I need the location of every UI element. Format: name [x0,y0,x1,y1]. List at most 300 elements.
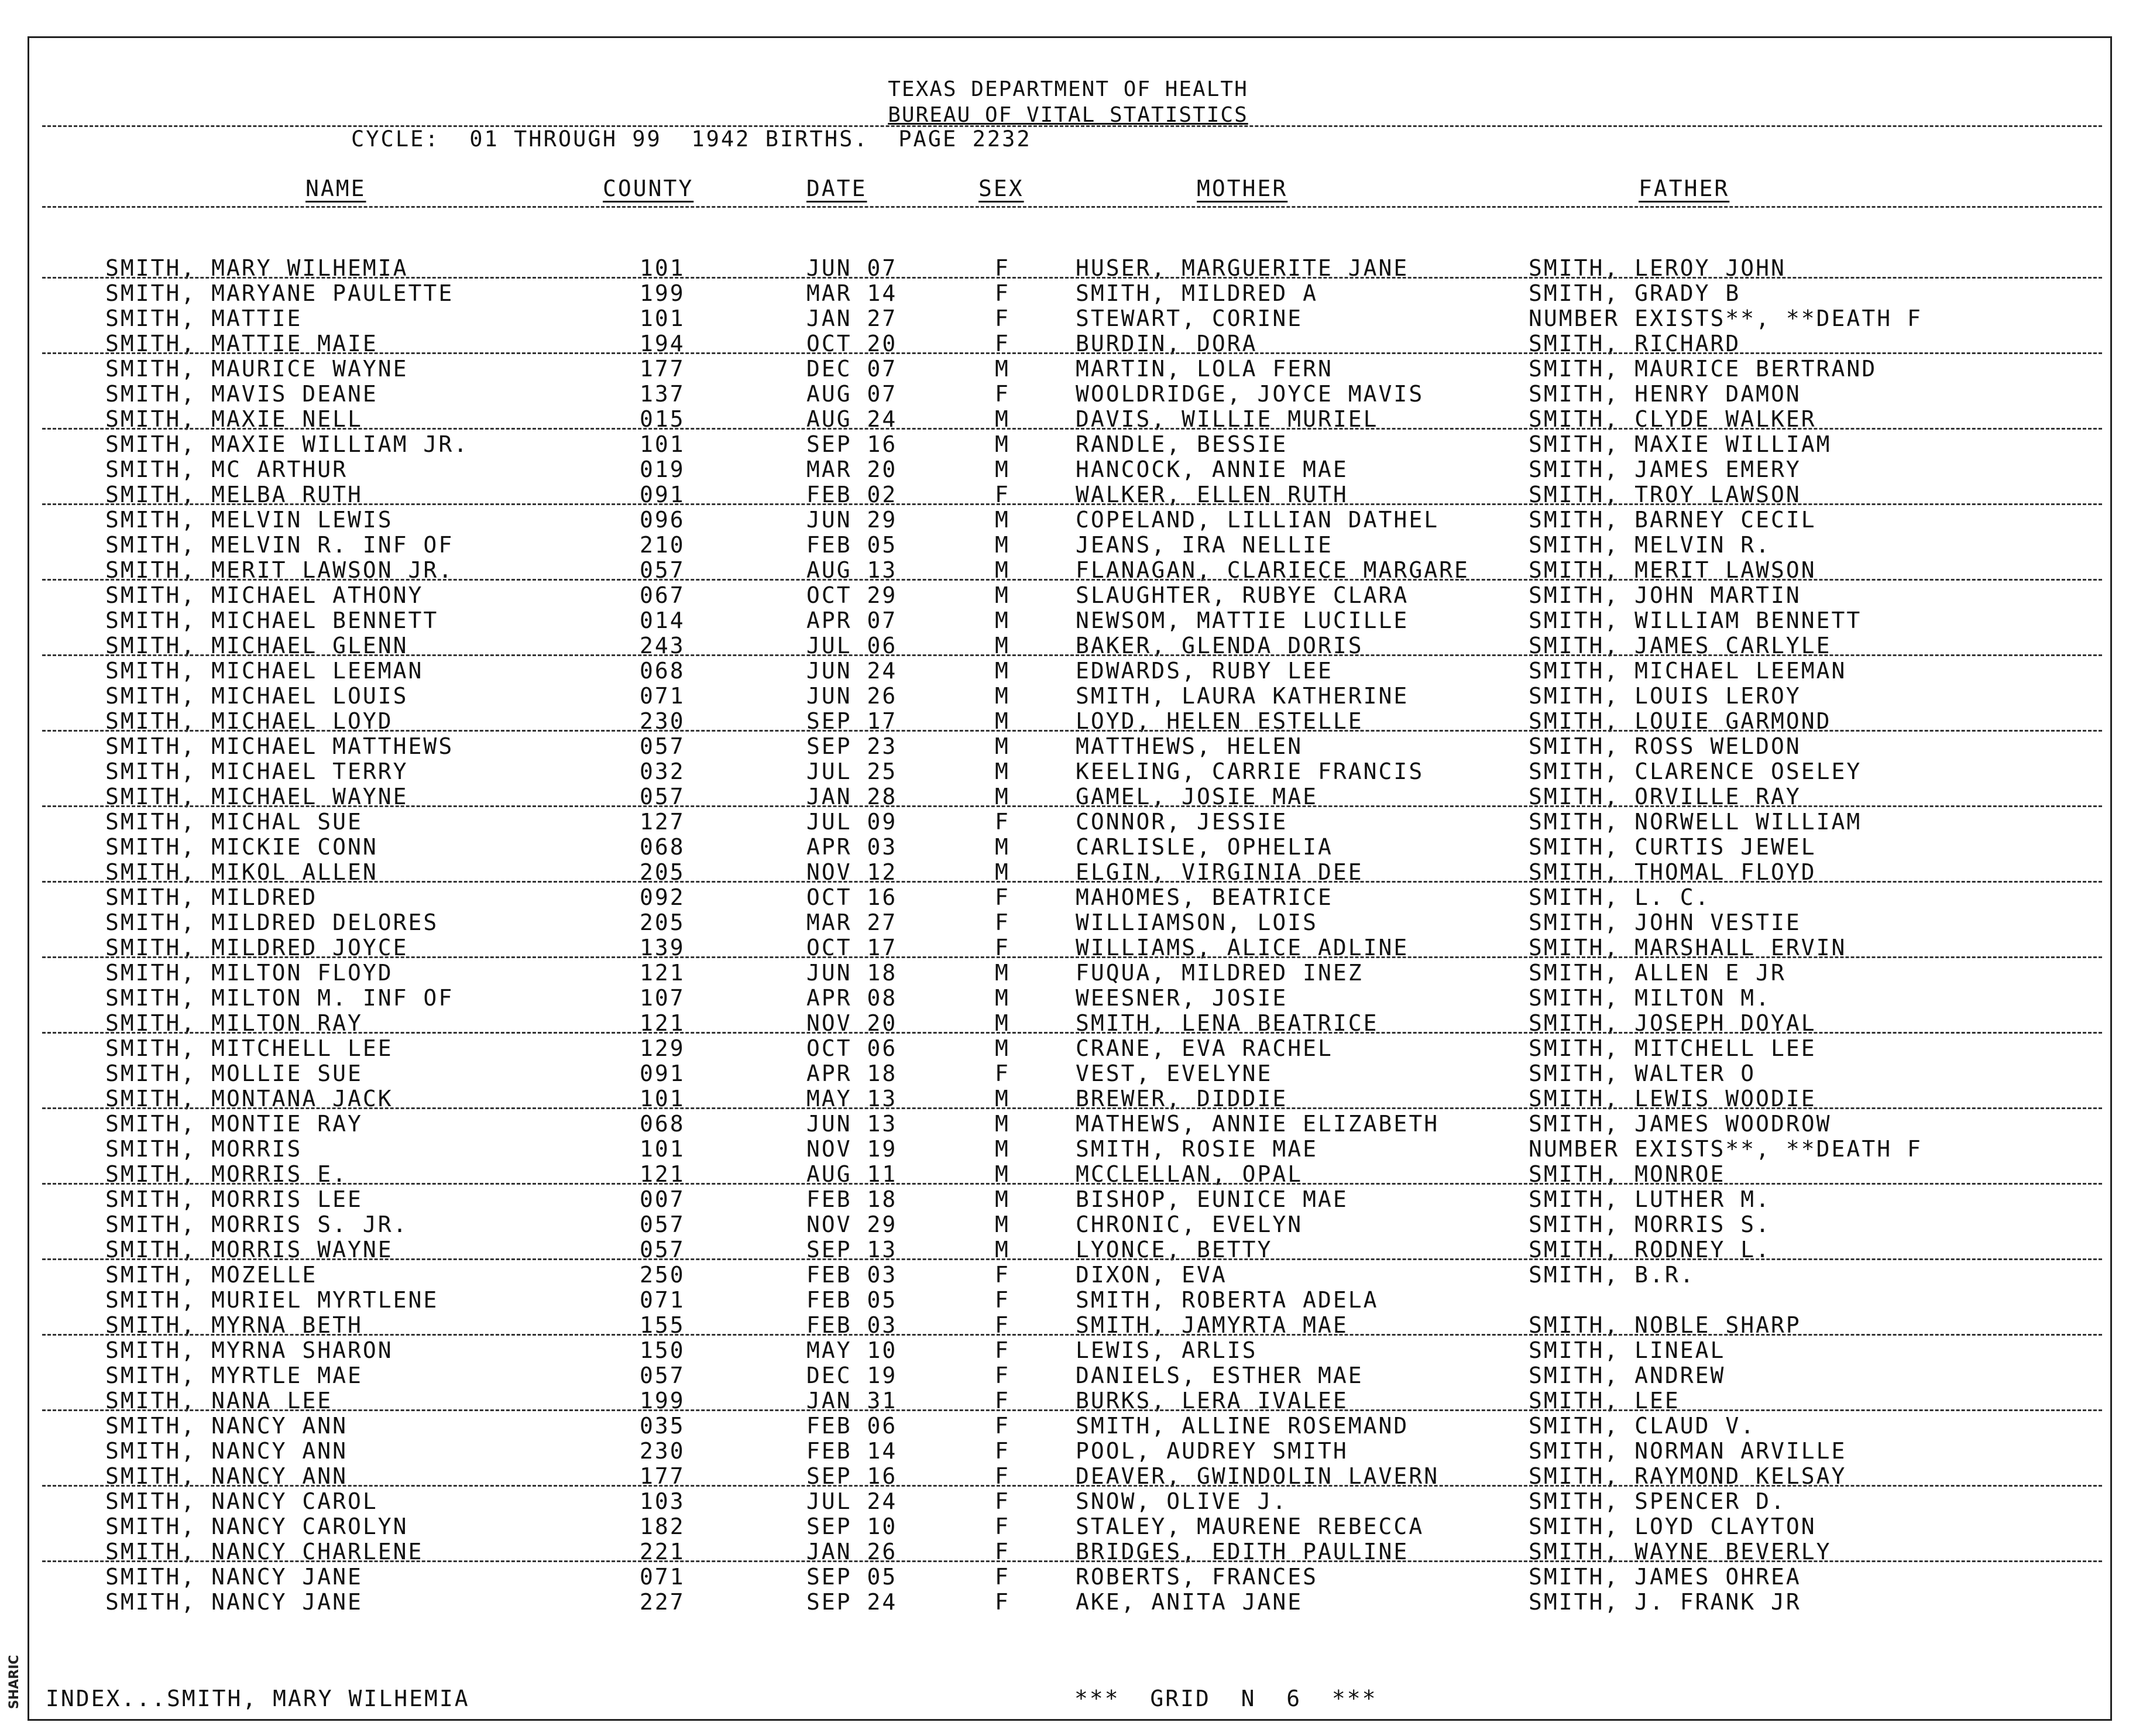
cell-county: 205 [640,910,685,935]
cell-father: SMITH, LOUIS LEROY [1529,683,1801,709]
cell-date: SEP 05 [806,1564,898,1590]
cell-father: SMITH, SPENCER D. [1529,1488,1786,1514]
cell-sex: F [995,1262,1010,1288]
cell-name: SMITH, MAVIS DEANE [105,381,378,407]
cell-name: SMITH, MICHAEL LOYD [105,708,393,734]
table-row [0,960,2136,986]
cell-name: SMITH, MICHAEL LOUIS [105,683,408,709]
cell-sex: F [995,1488,1010,1514]
cell-sex: M [995,784,1010,809]
cell-sex: F [995,1312,1010,1338]
cell-father: SMITH, L. C. [1529,884,1711,910]
cell-mother: VEST, EVELYNE [1076,1061,1273,1086]
cell-county: 068 [640,658,685,684]
cell-father: SMITH, ANDREW [1529,1363,1726,1388]
cell-father: SMITH, LOUIE GARMOND [1529,708,1832,734]
cell-mother: EDWARDS, RUBY LEE [1076,658,1333,684]
table-row [0,583,2136,608]
cell-date: FEB 14 [806,1438,898,1464]
cell-mother: FLANAGAN, CLARIECE MARGARE [1076,557,1469,583]
cell-father: SMITH, MELVIN R. [1529,532,1771,558]
cell-date: JUN 24 [806,658,898,684]
col-header-sex: SEX [978,176,1024,201]
cell-sex: M [995,1035,1010,1061]
cell-sex: M [995,633,1010,658]
cell-county: 182 [640,1514,685,1539]
cell-name: SMITH, MITCHELL LEE [105,1035,393,1061]
cell-county: 035 [640,1413,685,1439]
cell-date: JUL 09 [806,809,898,835]
row-group-divider [42,881,2102,883]
cell-county: 127 [640,809,685,835]
cell-father: SMITH, MILTON M. [1529,985,1771,1011]
cell-county: 101 [640,306,685,331]
cell-sex: F [995,910,1010,935]
cell-county: 227 [640,1589,685,1615]
cell-sex: M [995,1010,1010,1036]
row-group-divider [42,1032,2102,1034]
cell-county: 057 [640,557,685,583]
cell-name: SMITH, NANCY JANE [105,1589,363,1615]
cell-county: 019 [640,457,685,482]
header-subtitle: BUREAU OF VITAL STATISTICS [888,103,1248,127]
cell-name: SMITH, MELBA RUTH [105,482,363,507]
cell-mother: CHRONIC, EVELYN [1076,1212,1303,1237]
cell-sex: F [995,1287,1010,1313]
cell-sex: M [995,557,1010,583]
cell-date: AUG 24 [806,406,898,432]
cell-father: NUMBER EXISTS**, **DEATH F [1529,1136,1922,1162]
cell-county: 121 [640,1010,685,1036]
cell-date: JUL 06 [806,633,898,658]
cell-father: SMITH, LOYD CLAYTON [1529,1514,1816,1539]
cell-sex: M [995,708,1010,734]
cell-date: APR 07 [806,608,898,633]
cell-name: SMITH, MICHAL SUE [105,809,363,835]
cell-mother: KEELING, CARRIE FRANCIS [1076,759,1424,784]
cell-sex: M [995,1237,1010,1262]
cell-sex: M [995,532,1010,558]
cell-name: SMITH, MONTANA JACK [105,1086,393,1111]
cell-date: NOV 20 [806,1010,898,1036]
cell-mother: CARLISLE, OPHELIA [1076,834,1333,860]
cell-father: SMITH, TROY LAWSON [1529,482,1801,507]
cell-county: 199 [640,280,685,306]
cell-county: 068 [640,1111,685,1137]
cell-county: 121 [640,1161,685,1187]
cell-mother: HUSER, MARGUERITE JANE [1076,255,1409,281]
cell-father: SMITH, MONROE [1529,1161,1726,1187]
cell-name: SMITH, MILTON M. INF OF [105,985,454,1011]
cell-mother: SMITH, LAURA KATHERINE [1076,683,1409,709]
cell-county: 230 [640,1438,685,1464]
cell-name: SMITH, MICHAEL BENNETT [105,608,439,633]
table-row [0,986,2136,1011]
cell-mother: POOL, AUDREY SMITH [1076,1438,1348,1464]
table-row [0,759,2136,784]
cell-name: SMITH, NANA LEE [105,1388,333,1413]
cell-name: SMITH, MATTIE MAIE [105,331,378,356]
cell-date: SEP 17 [806,708,898,734]
cell-date: FEB 03 [806,1262,898,1288]
cell-sex: M [995,733,1010,759]
footer-grid: *** GRID N 6 *** [1074,1686,1378,1711]
cell-father: SMITH, MAXIE WILLIAM [1529,431,1832,457]
cell-father: SMITH, J. FRANK JR [1529,1589,1801,1615]
col-header-name: NAME [305,176,366,201]
cell-father: SMITH, MARSHALL ERVIN [1529,935,1847,960]
cell-date: FEB 18 [806,1186,898,1212]
row-group-divider [42,428,2102,430]
cell-mother: WILLIAMSON, LOIS [1076,910,1318,935]
cell-mother: NEWSOM, MATTIE LUCILLE [1076,608,1409,633]
table-row [0,306,2136,331]
cell-father: SMITH, JAMES OHREA [1529,1564,1801,1590]
cell-father: SMITH, ALLEN E JR [1529,960,1786,986]
cell-mother: DANIELS, ESTHER MAE [1076,1363,1364,1388]
cell-father: SMITH, MORRIS S. [1529,1212,1771,1237]
cell-name: SMITH, MYRTLE MAE [105,1363,363,1388]
cell-mother: LYONCE, BETTY [1076,1237,1273,1262]
cell-sex: M [995,658,1010,684]
cell-date: FEB 05 [806,532,898,558]
cell-county: 015 [640,406,685,432]
cell-mother: ROBERTS, FRANCES [1076,1564,1318,1590]
cell-mother: CONNOR, JESSIE [1076,809,1288,835]
cell-mother: MATTHEWS, HELEN [1076,733,1303,759]
cell-name: SMITH, MORRIS WAYNE [105,1237,393,1262]
cell-county: 071 [640,683,685,709]
cell-mother: ELGIN, VIRGINIA DEE [1076,859,1364,885]
cell-father: SMITH, RODNEY L. [1529,1237,1771,1262]
cell-father: SMITH, JOHN MARTIN [1529,582,1801,608]
cell-mother: MARTIN, LOLA FERN [1076,356,1333,382]
table-row [0,382,2136,407]
cell-county: 205 [640,859,685,885]
table-row [0,1565,2136,1590]
cell-name: SMITH, MICHAEL GLENN [105,633,408,658]
cell-name: SMITH, MATTIE [105,306,303,331]
cell-sex: F [995,1388,1010,1413]
table-row [0,1338,2136,1363]
cell-father: SMITH, NOBLE SHARP [1529,1312,1801,1338]
cell-sex: F [995,1438,1010,1464]
cell-date: SEP 23 [806,733,898,759]
cell-county: 091 [640,1061,685,1086]
cell-name: SMITH, MIKOL ALLEN [105,859,378,885]
row-group-divider [42,1560,2102,1562]
cell-sex: M [995,1086,1010,1111]
cell-name: SMITH, NANCY ANN [105,1438,348,1464]
cell-father: SMITH, JOSEPH DOYAL [1529,1010,1816,1036]
cell-name: SMITH, MORRIS E. [105,1161,348,1187]
cell-county: 221 [640,1539,685,1565]
cell-father: SMITH, MITCHELL LEE [1529,1035,1816,1061]
cell-father: SMITH, ROSS WELDON [1529,733,1801,759]
cell-sex: M [995,406,1010,432]
cell-mother: SMITH, ROBERTA ADELA [1076,1287,1379,1313]
cell-county: 101 [640,255,685,281]
table-row [0,1137,2136,1162]
cell-sex: F [995,1463,1010,1489]
cell-date: NOV 12 [806,859,898,885]
cell-name: SMITH, MILDRED [105,884,318,910]
cell-name: SMITH, MICHAEL LEEMAN [105,658,424,684]
row-group-divider [42,277,2102,279]
cell-father: SMITH, WAYNE BEVERLY [1529,1539,1832,1565]
cell-date: JAN 27 [806,306,898,331]
row-group-divider [42,1409,2102,1411]
cell-father: SMITH, CLARENCE OSELEY [1529,759,1862,784]
cell-name: SMITH, NANCY JANE [105,1564,363,1590]
side-label-text: SHARIC [7,1655,22,1709]
table-row [0,1061,2136,1086]
cell-county: 057 [640,1363,685,1388]
cell-sex: M [995,1136,1010,1162]
cell-sex: M [995,1186,1010,1212]
table-row [0,1288,2136,1313]
cell-father: SMITH, CLYDE WALKER [1529,406,1816,432]
cell-mother: BURDIN, DORA [1076,331,1258,356]
cell-father: SMITH, ORVILLE RAY [1529,784,1801,809]
cell-mother: LEWIS, ARLIS [1076,1337,1258,1363]
cell-name: SMITH, MILDRED DELORES [105,910,439,935]
cell-mother: WILLIAMS, ALICE ADLINE [1076,935,1409,960]
table-row [0,356,2136,382]
cell-county: 007 [640,1186,685,1212]
cell-mother: MATHEWS, ANNIE ELIZABETH [1076,1111,1440,1137]
cell-county: 014 [640,608,685,633]
cell-date: AUG 11 [806,1161,898,1187]
cell-sex: F [995,381,1010,407]
cell-father: SMITH, NORMAN ARVILLE [1529,1438,1847,1464]
row-group-divider [42,503,2102,505]
cell-father: SMITH, JAMES EMERY [1529,457,1801,482]
cell-father: SMITH, JOHN VESTIE [1529,910,1801,935]
table-row [0,281,2136,306]
cell-county: 150 [640,1337,685,1363]
cell-sex: M [995,356,1010,382]
cell-county: 139 [640,935,685,960]
cell-father: NUMBER EXISTS**, **DEATH F [1529,306,1922,331]
cell-mother: DAVIS, WILLIE MURIEL [1076,406,1379,432]
cell-sex: F [995,1564,1010,1590]
cell-mother: DEAVER, GWINDOLIN LAVERN [1076,1463,1440,1489]
cell-sex: M [995,960,1010,986]
cell-date: MAR 20 [806,457,898,482]
cell-name: SMITH, MICHAEL ATHONY [105,582,424,608]
cell-name: SMITH, MOZELLE [105,1262,318,1288]
cell-date: FEB 06 [806,1413,898,1439]
cell-sex: M [995,608,1010,633]
row-group-divider [42,1107,2102,1109]
table-row [0,457,2136,482]
cell-county: 177 [640,356,685,382]
cell-date: JAN 28 [806,784,898,809]
cell-mother: LOYD, HELEN ESTELLE [1076,708,1364,734]
cell-date: APR 08 [806,985,898,1011]
cell-date: JUN 26 [806,683,898,709]
cell-sex: F [995,1337,1010,1363]
cell-name: SMITH, NANCY CHARLENE [105,1539,424,1565]
cell-father: SMITH, JAMES CARLYLE [1529,633,1832,658]
cell-name: SMITH, MILTON FLOYD [105,960,393,986]
cell-father: SMITH, WILLIAM BENNETT [1529,608,1862,633]
cell-county: 243 [640,633,685,658]
cell-date: DEC 07 [806,356,898,382]
cell-mother: WEESNER, JOSIE [1076,985,1288,1011]
cell-date: MAY 10 [806,1337,898,1363]
cell-county: 107 [640,985,685,1011]
cell-sex: M [995,1161,1010,1187]
cell-date: MAR 27 [806,910,898,935]
cell-sex: M [995,1111,1010,1137]
cell-sex: F [995,255,1010,281]
cell-county: 199 [640,1388,685,1413]
cell-mother: MCCLELLAN, OPAL [1076,1161,1303,1187]
cell-name: SMITH, MAURICE WAYNE [105,356,408,382]
cell-county: 057 [640,784,685,809]
cell-father: SMITH, BARNEY CECIL [1529,507,1816,533]
cell-father: SMITH, CURTIS JEWEL [1529,834,1816,860]
cell-name: SMITH, MORRIS [105,1136,303,1162]
cell-sex: F [995,306,1010,331]
cell-county: 071 [640,1287,685,1313]
cell-county: 057 [640,733,685,759]
cell-county: 091 [640,482,685,507]
cell-sex: F [995,809,1010,835]
cell-mother: GAMEL, JOSIE MAE [1076,784,1318,809]
cell-date: DEC 19 [806,1363,898,1388]
cell-county: 250 [640,1262,685,1288]
cell-sex: M [995,985,1010,1011]
cell-father: SMITH, RAYMOND KELSAY [1529,1463,1847,1489]
cell-name: SMITH, MOLLIE SUE [105,1061,363,1086]
cell-county: 071 [640,1564,685,1590]
cell-mother: AKE, ANITA JANE [1076,1589,1303,1615]
cell-sex: M [995,859,1010,885]
row-group-divider [42,1334,2102,1336]
cell-county: 101 [640,1086,685,1111]
cell-mother: MAHOMES, BEATRICE [1076,884,1333,910]
cell-sex: F [995,280,1010,306]
cell-date: JUL 25 [806,759,898,784]
cell-date: SEP 16 [806,1463,898,1489]
cell-date: JUN 29 [806,507,898,533]
cell-father: SMITH, LEWIS WOODIE [1529,1086,1816,1111]
cell-date: NOV 29 [806,1212,898,1237]
table-row [0,1514,2136,1539]
side-label [4,1651,23,1715]
cell-date: FEB 03 [806,1312,898,1338]
cell-date: OCT 20 [806,331,898,356]
cell-mother: SMITH, JAMYRTA MAE [1076,1312,1348,1338]
col-header-county: COUNTY [603,176,694,201]
cell-sex: M [995,582,1010,608]
cell-name: SMITH, MILDRED JOYCE [105,935,408,960]
cell-date: OCT 29 [806,582,898,608]
cell-name: SMITH, MAXIE NELL [105,406,363,432]
cell-county: 096 [640,507,685,533]
cell-date: NOV 19 [806,1136,898,1162]
table-row [0,507,2136,533]
cell-father: SMITH, NORWELL WILLIAM [1529,809,1862,835]
table-row [0,1187,2136,1212]
col-header-father: FATHER [1639,176,1730,201]
cell-sex: F [995,935,1010,960]
cell-sex: M [995,834,1010,860]
cell-father: SMITH, JAMES WOODROW [1529,1111,1832,1137]
table-row [0,1036,2136,1061]
cell-name: SMITH, MYRNA BETH [105,1312,363,1338]
cell-father: SMITH, LEROY JOHN [1529,255,1786,281]
cell-mother: DIXON, EVA [1076,1262,1227,1288]
cell-date: JUN 13 [806,1111,898,1137]
cell-date: SEP 13 [806,1237,898,1262]
cell-mother: SNOW, OLIVE J. [1076,1488,1288,1514]
cell-date: JAN 31 [806,1388,898,1413]
cell-county: 210 [640,532,685,558]
cell-county: 121 [640,960,685,986]
cell-county: 137 [640,381,685,407]
cell-father: SMITH, WALTER O [1529,1061,1756,1086]
cell-name: SMITH, MC ARTHUR [105,457,348,482]
cell-father: SMITH, LUTHER M. [1529,1186,1771,1212]
cell-mother: STEWART, CORINE [1076,306,1303,331]
cell-father: SMITH, RICHARD [1529,331,1741,356]
cell-mother: COPELAND, LILLIAN DATHEL [1076,507,1440,533]
cycle-line: CYCLE: 01 THROUGH 99 1942 BIRTHS. PAGE 2232 [351,126,1032,152]
row-group-divider [42,1485,2102,1487]
cell-date: SEP 10 [806,1514,898,1539]
cell-sex: F [995,1514,1010,1539]
cell-name: SMITH, MARYANE PAULETTE [105,280,454,306]
table-row [0,608,2136,633]
cell-county: 101 [640,431,685,457]
cell-sex: M [995,507,1010,533]
cell-name: SMITH, NANCY CAROLYN [105,1514,408,1539]
row-group-divider [42,730,2102,732]
cell-name: SMITH, MICHAEL TERRY [105,759,408,784]
cell-county: 057 [640,1237,685,1262]
table-row [0,1489,2136,1514]
table-row [0,658,2136,684]
cell-sex: M [995,759,1010,784]
cell-name: SMITH, MELVIN LEWIS [105,507,393,533]
cell-date: OCT 06 [806,1035,898,1061]
table-row [0,1212,2136,1237]
cell-name: SMITH, NANCY CAROL [105,1488,378,1514]
cell-date: OCT 17 [806,935,898,960]
cell-sex: M [995,431,1010,457]
col-header-date: DATE [806,176,867,201]
row-group-divider [42,579,2102,581]
header-title: TEXAS DEPARTMENT OF HEALTH [888,77,1248,101]
col-header-mother: MOTHER [1197,176,1288,201]
cell-mother: SMITH, LENA BEATRICE [1076,1010,1379,1036]
cell-date: SEP 24 [806,1589,898,1615]
cell-county: 092 [640,884,685,910]
cell-name: SMITH, NANCY ANN [105,1463,348,1489]
cell-date: APR 03 [806,834,898,860]
cell-sex: M [995,1212,1010,1237]
table-row [0,1413,2136,1439]
cell-sex: F [995,1589,1010,1615]
cell-date: AUG 07 [806,381,898,407]
cell-county: 068 [640,834,685,860]
table-row [0,533,2136,558]
cell-date: FEB 02 [806,482,898,507]
